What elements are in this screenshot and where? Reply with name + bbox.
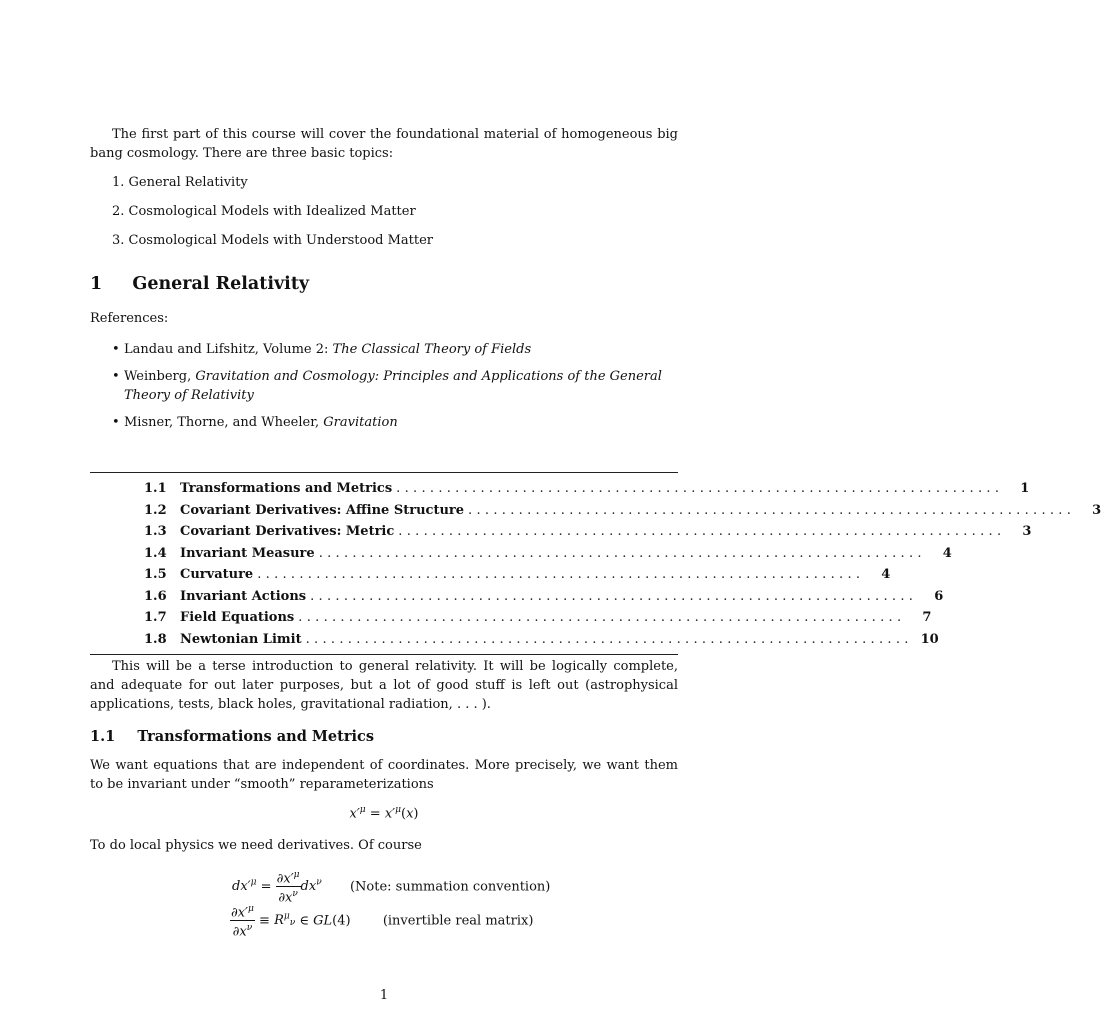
fraction: $\frac{\partial x'^\mu}{\partial x^\nu}$ (276, 870, 300, 906)
reference-work: Gravitation and Cosmology: Principles and Applications of the General Theory of Relativity (124, 369, 662, 403)
reference-authors: Weinberg, (124, 369, 196, 384)
subsection-paragraph-2: To do local physics we need derivatives. Of course (90, 838, 422, 853)
toc-page: 1 (1020, 481, 1030, 496)
toc-number: 1.8 (144, 631, 167, 647)
list-item: 2. Cosmological Models with Idealized Matter (112, 204, 416, 219)
reference-work: The Classical Theory of Fields (332, 342, 532, 357)
toc-number: 1.3 (144, 524, 167, 539)
references-list (90, 340, 678, 432)
toc-title: Curvature (180, 567, 254, 582)
toc-page: 4 (881, 567, 891, 582)
toc-leader: ........................................................................ (257, 567, 865, 582)
bullet-icon: • (112, 369, 120, 384)
reference-authors: Misner, Thorne, and Wheeler, (124, 415, 324, 430)
toc-top-rule (90, 472, 678, 473)
toc-number: 1.5 (144, 567, 167, 582)
toc-bottom-rule (90, 654, 678, 655)
reference-work: Gravitation (323, 415, 398, 430)
section-number: 1 (90, 274, 103, 294)
topics-list (112, 175, 433, 262)
toc-row[interactable] (144, 481, 1030, 503)
toc-leader: ........................................................................ (305, 631, 913, 647)
toc-leader: ........................................................................ (398, 524, 1006, 539)
toc-page: 3 (1092, 502, 1101, 518)
toc-page: 10 (920, 631, 939, 647)
toc-title: Transformations and Metrics (180, 481, 393, 496)
toc-row[interactable] (144, 610, 932, 632)
toc-number: 1.2 (144, 502, 167, 518)
intro-paragraph: The first part of this course will cover the foundational material of homogeneous big bang cosmology. There are three basic topics: (90, 127, 678, 161)
toc-number: 1.6 (144, 588, 167, 604)
subsection-number: 1.1 (90, 728, 116, 745)
equation-jacobian: $\frac{\partial x'^\mu}{\partial x^\nu}$ ≡ $R^\mu_\nu$ ∈ GL(4) (invertible real matrix) (231, 904, 534, 940)
toc-title: Covariant Derivatives: Affine Structure (180, 502, 465, 518)
toc-leader: ........................................................................ (310, 588, 918, 604)
list-item (90, 340, 678, 359)
toc-page: 7 (922, 610, 932, 625)
list-item (90, 367, 678, 405)
toc-number: 1.1 (144, 481, 167, 496)
toc-title: Newtonian Limit (180, 631, 302, 647)
toc-row[interactable] (144, 502, 1101, 525)
toc-row[interactable] (144, 588, 944, 611)
toc-page: 4 (942, 545, 952, 561)
section-heading (90, 274, 309, 294)
toc-leader: ........................................................................ (468, 502, 1076, 518)
equation-differential: $dx'^\mu$ = $\frac{\partial x'^\mu}{\partial x^\nu}$ $dx^\nu$ (Note: summation convention) (232, 870, 551, 906)
subsection-heading (90, 728, 374, 745)
toc-page: 6 (934, 588, 944, 604)
subsection-title: Transformations and Metrics (137, 728, 374, 745)
page-number: 1 (379, 988, 389, 1003)
equation-note-matrix: (invertible real matrix) (382, 913, 534, 929)
toc-row[interactable] (144, 567, 891, 589)
toc-row[interactable] (144, 524, 1032, 546)
toc-row[interactable] (144, 545, 952, 568)
toc-page: 3 (1022, 524, 1032, 539)
toc-number: 1.4 (144, 545, 167, 561)
toc-number: 1.7 (144, 610, 167, 625)
toc-title: Covariant Derivatives: Metric (180, 524, 395, 539)
toc-title: Invariant Measure (180, 545, 315, 561)
list-item: 1. General Relativity (112, 175, 248, 190)
toc-leader: ........................................................................ (298, 610, 906, 625)
subsection-paragraph-1: We want equations that are independent of coordinates. More precisely, we want them to be invariant under “smooth” reparameterizations (90, 758, 678, 792)
intro-paragraph-2: This will be a terse introduction to general relativity. It will be logically complete, and adequate for out later purposes, but a lot of good stuff is left out (astrophysical applications, tests, black holes, gravitational radiation, . . . ). (90, 659, 678, 712)
toc-row[interactable] (144, 631, 939, 654)
reference-authors: Landau and Lifshitz, Volume 2: (124, 342, 333, 357)
equation-note-summation: (Note: summation convention) (349, 879, 551, 895)
fraction: $\frac{\partial x'^\mu}{\partial x^\nu}$ (231, 904, 254, 940)
toc-leader: ........................................................................ (318, 545, 926, 561)
bullet-icon: • (112, 415, 120, 430)
equation-reparameterization: $x'^\mu = x'^\mu(x)$ (349, 805, 419, 822)
list-item (90, 413, 678, 432)
references-label: References: (90, 311, 169, 326)
toc-title: Field Equations (180, 610, 295, 625)
section-title: General Relativity (132, 274, 310, 294)
list-item: 3. Cosmological Models with Understood Matter (112, 233, 434, 248)
bullet-icon: • (112, 342, 120, 357)
toc-leader: ........................................................................ (396, 481, 1004, 496)
toc-title: Invariant Actions (180, 588, 307, 604)
